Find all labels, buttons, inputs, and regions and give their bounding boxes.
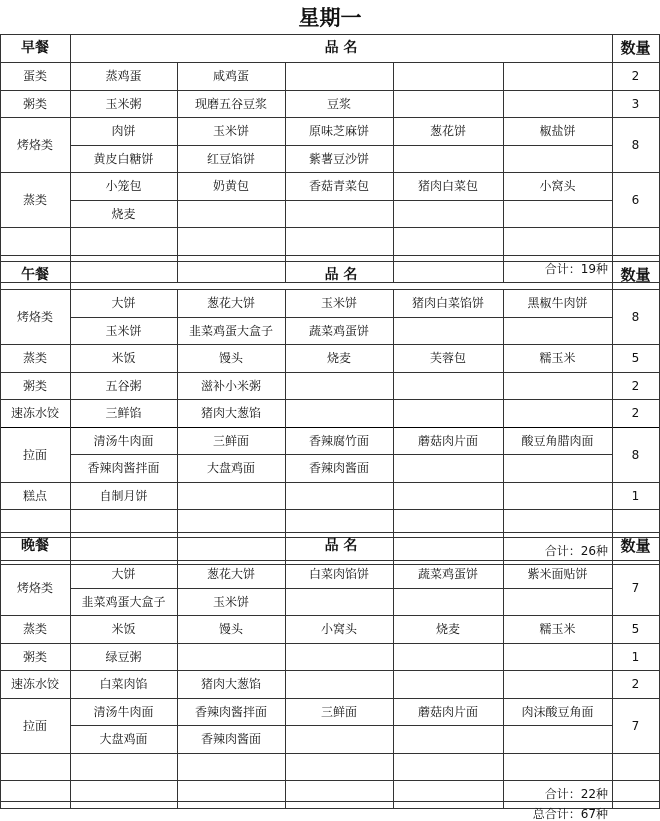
day-title: 星期一	[298, 4, 362, 30]
grid-line	[503, 560, 504, 588]
menu-item: 蘑菇肉片面	[417, 705, 478, 719]
item-count: 8	[631, 447, 640, 462]
grid-line	[285, 145, 286, 173]
menu-item: 香辣腐竹面	[308, 434, 369, 448]
menu-item: 猪肉大葱馅	[200, 406, 261, 420]
category-label: 拉面	[22, 718, 47, 733]
menu-item: 蔬菜鸡蛋饼	[308, 324, 369, 338]
category-label: 蒸类	[22, 192, 47, 207]
menu-item: 小窝头	[320, 622, 357, 636]
grid-line	[285, 482, 286, 510]
grid-line	[393, 753, 394, 781]
menu-item: 葱花饼	[429, 124, 466, 138]
menu-item: 韭菜鸡蛋大盒子	[81, 595, 166, 609]
count-header: 数量	[620, 536, 651, 555]
grid-line	[503, 289, 504, 317]
grid-line	[285, 670, 286, 698]
menu-item: 大饼	[111, 296, 136, 310]
category-label: 烤烙类	[16, 309, 53, 324]
item-count: 8	[631, 309, 640, 324]
menu-item: 米饭	[111, 351, 136, 365]
grid-line	[503, 200, 504, 228]
grid-line	[285, 588, 286, 616]
subtotal: 合计：22种	[544, 787, 608, 801]
grid-line	[503, 62, 504, 90]
menu-item: 自制月饼	[99, 489, 148, 503]
grid-line	[393, 643, 394, 671]
category-label: 速冻水饺	[10, 677, 59, 691]
menu-item: 三鲜面	[320, 705, 357, 719]
grid-line	[177, 227, 178, 255]
grid-line	[177, 643, 178, 671]
grid-line	[393, 145, 394, 173]
header-label: 品 名	[324, 538, 358, 554]
menu-item: 韭菜鸡蛋大盒子	[188, 324, 273, 338]
grand-total: 总合计：67种	[532, 807, 608, 821]
grid-line	[70, 532, 71, 808]
grid-line	[503, 117, 504, 145]
item-count: 2	[631, 69, 640, 83]
grid-line	[503, 90, 504, 118]
menu-item: 葱花大饼	[206, 567, 255, 581]
menu-item: 玉米粥	[105, 97, 142, 111]
grid-line	[177, 344, 178, 372]
grid-line	[503, 670, 504, 698]
menu-item: 白菜肉馅	[99, 677, 148, 691]
item-count: 2	[631, 379, 640, 393]
menu-item: 馒头	[218, 622, 243, 636]
menu-item: 大饼	[111, 567, 136, 581]
grid-line	[177, 698, 178, 726]
grid-line	[177, 454, 178, 482]
header-label: 品 名	[324, 267, 358, 283]
grid-line	[393, 90, 394, 118]
grid-line	[285, 200, 286, 228]
menu-item: 蒸鸡蛋	[105, 69, 142, 83]
grid-line	[393, 62, 394, 90]
menu-item: 糯玉米	[539, 351, 576, 365]
menu-item: 烧麦	[435, 622, 460, 636]
menu-item: 奶黄包	[212, 179, 249, 193]
grid-line	[177, 560, 178, 588]
category-label: 蒸类	[22, 351, 47, 365]
category-label: 蒸类	[22, 622, 47, 636]
item-count: 7	[631, 580, 640, 595]
grid-line	[285, 698, 286, 726]
grid-line	[503, 753, 504, 781]
menu-item: 烧麦	[326, 351, 351, 365]
menu-item: 豆浆	[326, 97, 351, 111]
menu-item: 红豆馅饼	[206, 152, 255, 166]
grid-line	[177, 780, 178, 808]
menu-item: 紫米面贴饼	[527, 567, 588, 581]
grid-line	[503, 344, 504, 372]
grid-line	[393, 780, 394, 808]
count-header: 数量	[620, 38, 651, 57]
grid-line	[0, 753, 660, 754]
grid-line	[393, 200, 394, 228]
menu-item: 米饭	[111, 622, 136, 636]
grid-line	[285, 560, 286, 588]
grid-line	[503, 227, 504, 255]
grid-line	[503, 643, 504, 671]
category-label: 速冻水饺	[10, 406, 59, 420]
menu-item: 糯玉米	[539, 622, 576, 636]
grid-line	[285, 615, 286, 643]
grid-line	[177, 753, 178, 781]
menu-item: 咸鸡蛋	[212, 69, 249, 83]
grid-line	[177, 399, 178, 427]
count-header: 数量	[620, 265, 651, 284]
menu-item: 清汤牛肉面	[93, 705, 154, 719]
grid-line	[285, 62, 286, 90]
grid-line	[0, 227, 660, 228]
grid-line	[393, 317, 394, 345]
grid-line	[393, 560, 394, 588]
grid-line	[503, 399, 504, 427]
grid-line	[393, 399, 394, 427]
item-count: 7	[631, 718, 640, 733]
menu-item: 酸豆角腊肉面	[521, 434, 594, 448]
grid-line	[393, 725, 394, 753]
menu-item: 猪肉白菜包	[417, 179, 478, 193]
menu-item: 香菇青菜包	[308, 179, 369, 193]
grid-line	[70, 261, 71, 564]
grid-line	[393, 615, 394, 643]
grid-line	[393, 698, 394, 726]
grid-line	[285, 289, 286, 317]
grid-line	[503, 698, 504, 726]
meal-label: 晚餐	[21, 538, 49, 554]
category-label: 蛋类	[22, 69, 47, 83]
grid-line	[503, 454, 504, 482]
menu-item: 香辣肉酱面	[308, 461, 369, 475]
menu-item: 椒盐饼	[539, 124, 576, 138]
category-label: 粥类	[22, 379, 47, 393]
grid-line	[285, 372, 286, 400]
grid-line	[177, 372, 178, 400]
menu-item: 小笼包	[105, 179, 142, 193]
menu-item: 清汤牛肉面	[93, 434, 154, 448]
grid-line	[0, 509, 660, 510]
grid-line	[393, 588, 394, 616]
category-label: 烤烙类	[16, 137, 53, 152]
menu-item: 大盘鸡面	[206, 461, 255, 475]
grid-line	[285, 117, 286, 145]
grid-line	[503, 372, 504, 400]
grid-line	[177, 90, 178, 118]
menu-item: 蘑菇肉片面	[417, 434, 478, 448]
grid-line	[285, 643, 286, 671]
menu-item: 紫薯豆沙饼	[308, 152, 369, 166]
menu-item: 白菜肉馅饼	[308, 567, 369, 581]
item-count: 6	[631, 192, 640, 207]
menu-item: 原味芝麻饼	[308, 124, 369, 138]
grid-line	[503, 145, 504, 173]
menu-item: 猪肉大葱馅	[200, 677, 261, 691]
grid-line	[285, 227, 286, 255]
grid-line	[503, 427, 504, 455]
grid-line	[612, 532, 613, 808]
grid-line	[285, 427, 286, 455]
grid-line	[285, 725, 286, 753]
category-label: 拉面	[22, 447, 47, 462]
menu-item: 肉饼	[111, 124, 136, 138]
grid-line	[177, 482, 178, 510]
grid-line	[177, 145, 178, 173]
grid-line	[177, 117, 178, 145]
grid-line	[503, 615, 504, 643]
grid-line	[177, 172, 178, 200]
grid-line	[503, 482, 504, 510]
menu-item: 玉米饼	[212, 595, 249, 609]
menu-item: 黄皮白糖饼	[93, 152, 154, 166]
menu-item: 现磨五谷豆浆	[194, 97, 267, 111]
menu-item: 芙蓉包	[429, 351, 466, 365]
item-count: 1	[631, 489, 640, 503]
menu-item: 五谷粥	[105, 379, 142, 393]
grid-line	[503, 725, 504, 753]
grid-line	[393, 670, 394, 698]
subtotal: 合计：26种	[544, 544, 608, 558]
grid-line	[177, 588, 178, 616]
grid-line	[285, 753, 286, 781]
header-label: 品 名	[324, 40, 358, 56]
meal-label: 早餐	[21, 40, 49, 56]
menu-item: 小窝头	[539, 179, 576, 193]
grid-line	[285, 317, 286, 345]
menu-item: 猪肉白菜馅饼	[411, 296, 484, 310]
menu-item: 大盘鸡面	[99, 732, 148, 746]
grid-line	[612, 261, 613, 564]
item-count: 1	[631, 650, 640, 664]
grid-line	[70, 34, 71, 282]
subtotal: 合计：19种	[544, 262, 608, 276]
category-label: 糕点	[22, 489, 47, 503]
menu-item: 香辣肉酱面	[200, 732, 261, 746]
grid-line	[503, 172, 504, 200]
grid-line	[393, 482, 394, 510]
menu-item: 馒头	[218, 351, 243, 365]
grid-line	[393, 454, 394, 482]
item-count: 5	[631, 351, 640, 365]
grid-line	[612, 34, 613, 282]
menu-item: 玉米饼	[105, 324, 142, 338]
grid-line	[393, 227, 394, 255]
item-count: 2	[631, 406, 640, 420]
meal-label: 午餐	[21, 267, 49, 283]
menu-item: 绿豆粥	[105, 650, 142, 664]
grid-line	[503, 317, 504, 345]
grid-line	[177, 200, 178, 228]
item-count: 5	[631, 622, 640, 636]
grid-line	[285, 344, 286, 372]
grid-line	[393, 427, 394, 455]
grid-line	[393, 372, 394, 400]
menu-item: 葱花大饼	[206, 296, 255, 310]
grid-line	[177, 615, 178, 643]
item-count: 8	[631, 137, 640, 152]
category-label: 粥类	[22, 650, 47, 664]
grid-line	[393, 172, 394, 200]
grid-line	[393, 344, 394, 372]
category-label: 粥类	[22, 97, 47, 111]
grid-line	[285, 399, 286, 427]
grid-line	[0, 34, 1, 282]
grid-line	[177, 317, 178, 345]
item-count: 2	[631, 677, 640, 691]
grid-line	[285, 454, 286, 482]
menu-item: 滋补小米粥	[200, 379, 261, 393]
grid-line	[0, 532, 1, 808]
grid-line	[393, 117, 394, 145]
grid-line	[177, 289, 178, 317]
menu-item: 烧麦	[111, 207, 136, 221]
grid-line	[285, 172, 286, 200]
menu-item: 肉沫酸豆角面	[521, 705, 594, 719]
menu-item: 香辣肉酱拌面	[87, 461, 160, 475]
menu-item: 蔬菜鸡蛋饼	[417, 567, 478, 581]
item-count: 3	[631, 97, 640, 111]
grid-line	[0, 261, 1, 564]
category-label: 烤烙类	[16, 580, 53, 595]
menu-item: 玉米饼	[212, 124, 249, 138]
grid-line	[503, 588, 504, 616]
grid-line	[177, 670, 178, 698]
menu-item: 黑椒牛肉饼	[527, 296, 588, 310]
grid-line	[285, 90, 286, 118]
grid-line	[177, 427, 178, 455]
grid-line	[285, 780, 286, 808]
grid-line	[177, 725, 178, 753]
menu-item: 玉米饼	[320, 296, 357, 310]
menu-item: 三鲜馅	[105, 406, 142, 420]
menu-item: 三鲜面	[212, 434, 249, 448]
grid-line	[177, 62, 178, 90]
menu-item: 香辣肉酱拌面	[194, 705, 267, 719]
grid-line	[393, 289, 394, 317]
